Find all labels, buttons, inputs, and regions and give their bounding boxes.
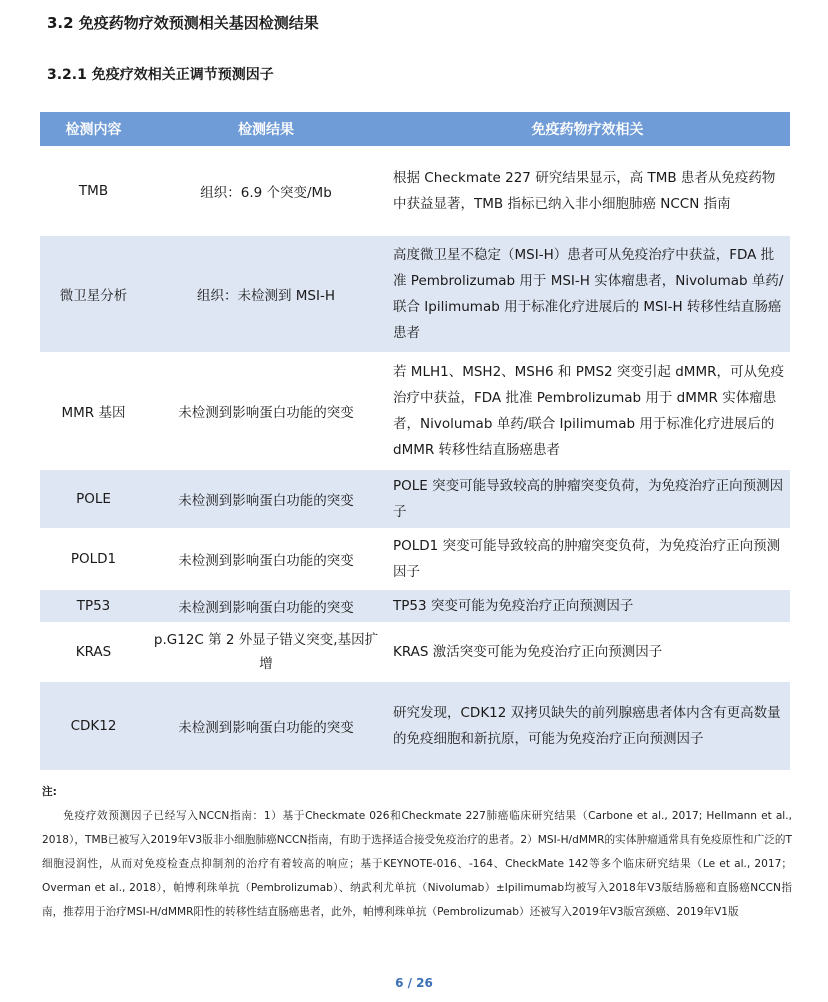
table-header-row [40, 112, 790, 147]
cell-item: TMB [40, 147, 147, 235]
cell-relevance: TP53 突变可能为免疫治疗正向预测因子 [385, 589, 790, 623]
cell-item: 微卫星分析 [40, 235, 147, 353]
header-item: 检测内容 [40, 112, 147, 147]
cell-result: 组织：6.9 个突变/Mb [147, 147, 385, 235]
cell-item: TP53 [40, 589, 147, 623]
table-row [40, 147, 790, 235]
cell-relevance: POLE 突变可能导致较高的肿瘤突变负荷，为免疫治疗正向预测因子 [385, 469, 790, 529]
cell-result: 组织：未检测到 MSI-H [147, 235, 385, 353]
notes-label: 注: [42, 786, 57, 798]
notes-text: 免疫疗效预测因子已经写入NCCN指南：1）基于Checkmate 026和Checkmate 227肺癌临床研究结果（Carbone et al., 2017; Hellmann et al., 2018），TMB已被写入2019年V3版非小细胞肺癌NCCN指南，有助于选择适合接受免疫治疗的患者。2）MSI-H/dMMR的实体肿瘤通常具有免疫原性和广泛的T细胞浸润性，从而对免疫检查点抑制剂的治疗有着较高的响应；基于KEYNOTE-016、-164、CheckMate 142等多个临床研究结果（Le et al., 2017；Overman et al., 2018），帕博利珠单抗（Pembrolizumab）、纳武利尤单抗（Nivolumab）±Ipilimumab均被写入2018年V3版结肠癌和直肠癌NCCN指南，推荐用于治疗MSI-H/dMMR阳性的转移性结直肠癌患者，此外，帕博利珠单抗（Pembrolizumab）还被写入2019年V3版宫颈癌、2019年V1版 [42, 810, 792, 918]
cell-result: 未检测到影响蛋白功能的突变 [147, 529, 385, 589]
cell-relevance: 根据 Checkmate 227 研究结果显示，高 TMB 患者从免疫药物中获益显著，TMB 指标已纳入非小细胞肺癌 NCCN 指南 [385, 147, 790, 235]
cell-result: 未检测到影响蛋白功能的突变 [147, 681, 385, 771]
table-row [40, 353, 790, 469]
table-row [40, 235, 790, 353]
cell-item: CDK12 [40, 681, 147, 771]
cell-relevance: 高度微卫星不稳定（MSI-H）患者可从免疫治疗中获益，FDA 批准 Pembrolizumab 用于 MSI-H 实体瘤患者，Nivolumab 单药/联合 Ipilimumab 用于标准化疗进展后的 MSI-H 转移性结直肠癌患者 [385, 235, 790, 353]
cell-result: 未检测到影响蛋白功能的突变 [147, 353, 385, 469]
cell-relevance: 若 MLH1、MSH2、MSH6 和 PMS2 突变引起 dMMR，可从免疫治疗中获益，FDA 批准 Pembrolizumab 用于 dMMR 实体瘤患者，Nivolumab 单药/联合 Ipilimumab 用于标准化疗进展后的 dMMR 转移性结直肠癌患者 [385, 353, 790, 469]
table-row [40, 623, 790, 681]
cell-result: p.G12C 第 2 外显子错义突变,基因扩增 [147, 623, 385, 681]
cell-relevance: 研究发现，CDK12 双拷贝缺失的前列腺癌患者体内含有更高数量的免疫细胞和新抗原，可能为免疫治疗正向预测因子 [385, 681, 790, 771]
subsection-heading: 3.2.1 免疫疗效相关正调节预测因子 [47, 67, 274, 83]
table-row [40, 469, 790, 529]
cell-item: POLD1 [40, 529, 147, 589]
cell-result: 未检测到影响蛋白功能的突变 [147, 469, 385, 529]
table-row [40, 529, 790, 589]
cell-item: KRAS [40, 623, 147, 681]
section-heading: 3.2 免疫药物疗效预测相关基因检测结果 [47, 14, 319, 32]
immune-predictor-table [40, 112, 790, 772]
cell-relevance: KRAS 激活突变可能为免疫治疗正向预测因子 [385, 623, 790, 681]
cell-item: POLE [40, 469, 147, 529]
cell-relevance: POLD1 突变可能导致较高的肿瘤突变负荷，为免疫治疗正向预测因子 [385, 529, 790, 589]
table-row [40, 681, 790, 771]
notes-section [42, 780, 792, 924]
cell-result: 未检测到影响蛋白功能的突变 [147, 589, 385, 623]
table-row [40, 589, 790, 623]
header-relevance: 免疫药物疗效相关 [385, 112, 790, 147]
cell-item: MMR 基因 [40, 353, 147, 469]
page-number: 6 / 26 [395, 976, 433, 990]
header-result: 检测结果 [147, 112, 385, 147]
